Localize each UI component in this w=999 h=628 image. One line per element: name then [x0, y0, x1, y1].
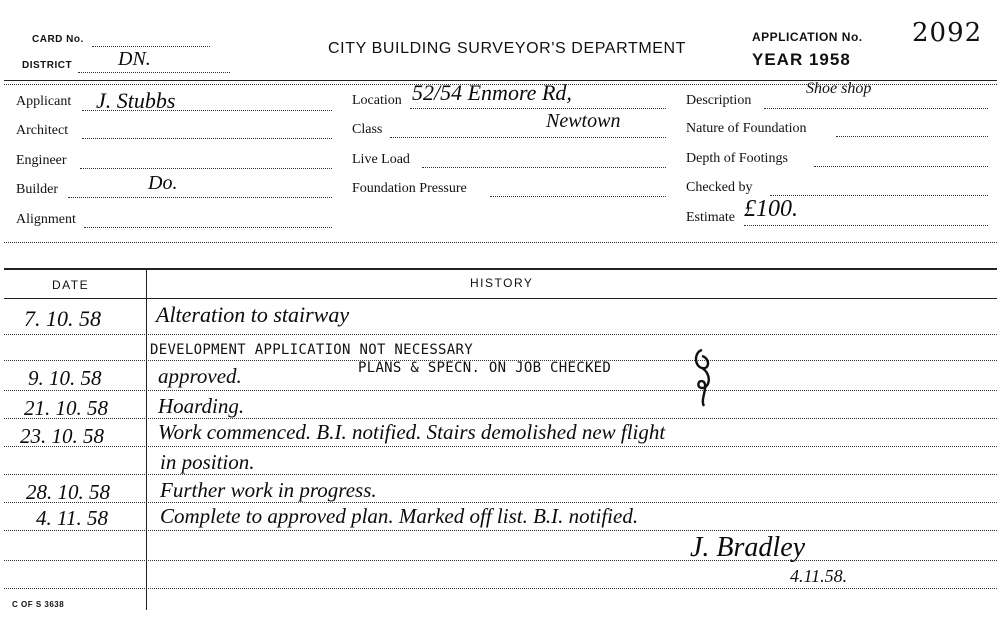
- history-stamp-plans: PLANS & SPECN. ON JOB CHECKED: [358, 360, 612, 376]
- depth-of-footings-label: Depth of Footings: [686, 151, 788, 166]
- builder-label: Builder: [16, 182, 58, 197]
- history-date: 7. 10. 58: [24, 306, 101, 331]
- engineer-label: Engineer: [16, 153, 67, 168]
- location-value-2: Newtown: [546, 110, 621, 132]
- form-code: C OF S 3638: [12, 600, 65, 609]
- applicant-label: Applicant: [16, 94, 72, 109]
- history-date: 23. 10. 58: [20, 424, 104, 448]
- history-date: 28. 10. 58: [26, 480, 110, 504]
- description-value: Shoe shop: [806, 80, 872, 97]
- architect-label: Architect: [16, 123, 69, 138]
- history-date: 21. 10. 58: [24, 396, 108, 420]
- history-entry: Hoarding.: [158, 394, 245, 418]
- district-label: DISTRICT: [22, 60, 73, 71]
- foundation-pressure-label: Foundation Pressure: [352, 181, 467, 196]
- history-entry: Further work in progress.: [160, 478, 377, 502]
- history-entry: Alteration to stairway: [156, 302, 350, 327]
- location-label: Location: [352, 93, 402, 108]
- history-entry: approved.: [158, 364, 242, 388]
- history-column-header: HISTORY: [470, 276, 534, 290]
- estimate-value: £100.: [744, 196, 798, 222]
- history-entry: Work commenced. B.I. notified. Stairs demolished new flight: [158, 420, 666, 444]
- surveyor-signature: J. Bradley: [690, 532, 806, 563]
- card-no-label: CARD No.: [32, 34, 84, 45]
- applicant-value: J. Stubbs: [96, 88, 176, 113]
- live-load-label: Live Load: [352, 152, 410, 167]
- description-label: Description: [686, 93, 752, 108]
- history-entry: Complete to approved plan. Marked off list. B.I. notified.: [160, 504, 639, 528]
- department-title: CITY BUILDING SURVEYOR'S DEPARTMENT: [328, 40, 687, 57]
- history-date: 9. 10. 58: [28, 366, 102, 390]
- class-label: Class: [352, 122, 383, 137]
- location-value: 52/54 Enmore Rd,: [412, 80, 572, 105]
- builder-value: Do.: [148, 172, 178, 194]
- date-column-header: DATE: [52, 278, 90, 292]
- estimate-label: Estimate: [686, 210, 735, 225]
- application-number: 2092: [912, 18, 983, 48]
- application-year: YEAR 1958: [752, 50, 851, 69]
- nature-of-foundation-label: Nature of Foundation: [686, 121, 807, 136]
- history-date: 4. 11. 58: [36, 506, 108, 530]
- district-value: DN.: [118, 48, 151, 70]
- checked-by-label: Checked by: [686, 180, 753, 195]
- history-entry: in position.: [160, 450, 255, 474]
- application-no-label: APPLICATION No.: [752, 30, 863, 44]
- signature-date: 4.11.58.: [790, 566, 848, 586]
- alignment-label: Alignment: [16, 212, 76, 227]
- history-stamp-development: DEVELOPMENT APPLICATION NOT NECESSARY: [150, 342, 473, 358]
- checked-initial-mark: [690, 344, 716, 408]
